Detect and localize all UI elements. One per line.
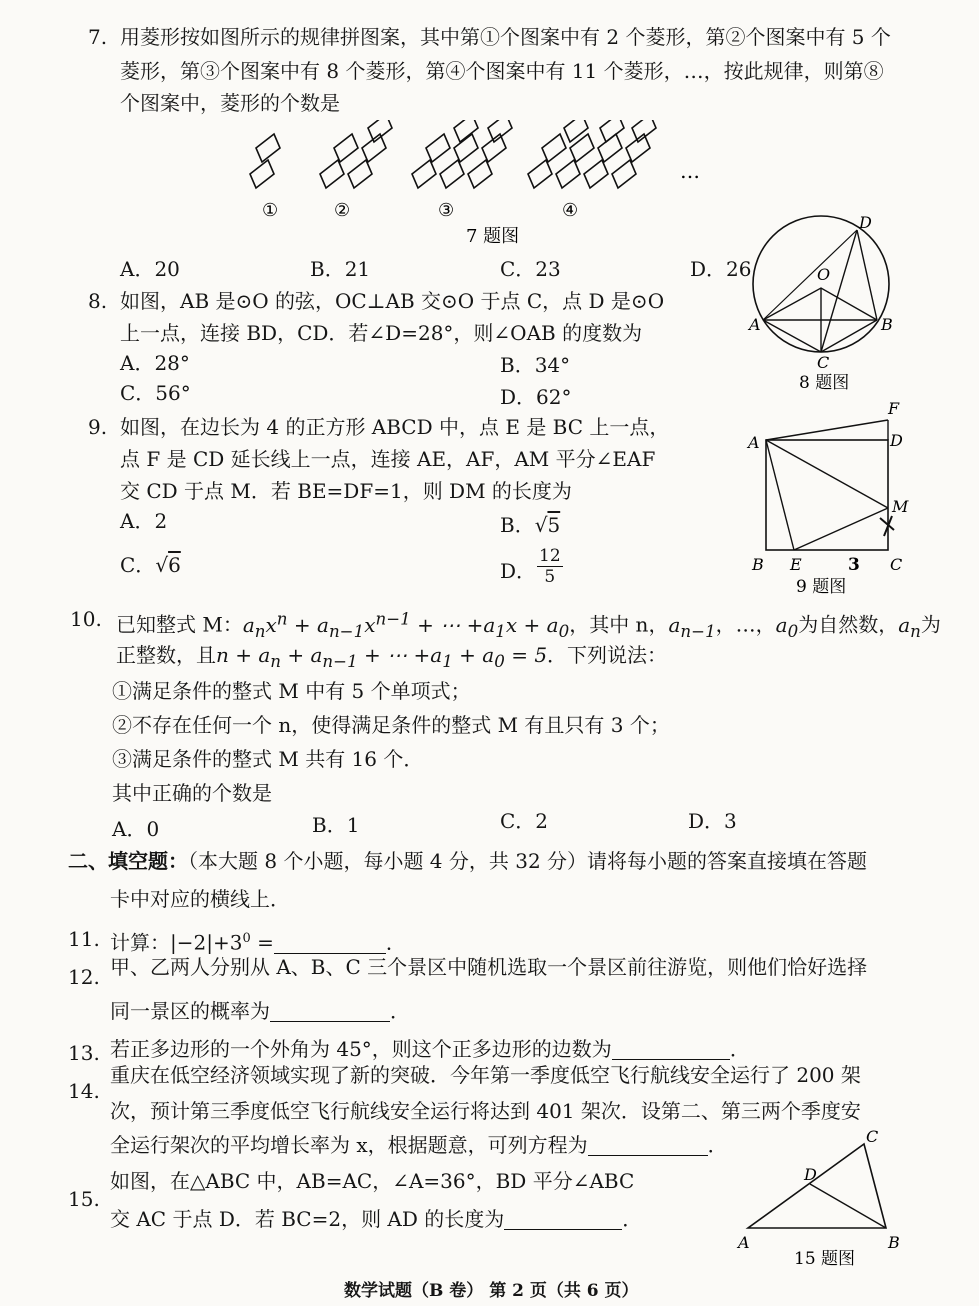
q8-number: 8. xyxy=(88,289,108,313)
segment-ac xyxy=(763,320,821,352)
rhombus xyxy=(348,160,372,188)
rhombus xyxy=(564,120,588,142)
label-b: B xyxy=(888,1233,900,1252)
segment-ae xyxy=(766,440,794,550)
q11-number: 11. xyxy=(68,927,100,951)
q8-line1: 如图，AB 是⊙O 的弦，OC⊥AB 交⊙O 于点 C，点 D 是⊙O xyxy=(120,289,665,313)
q7-option-b: B．21 xyxy=(310,257,371,281)
q11-expression: 计算：|−2|+3 xyxy=(110,930,243,955)
q9-option-d-fraction xyxy=(537,546,563,587)
q8-line2: 上一点，连接 BD，CD．若∠D=28°，则∠OAB 的度数为 xyxy=(120,321,643,345)
square-abcd xyxy=(766,440,888,550)
handwritten-number: 3 xyxy=(848,555,860,575)
label-d: D xyxy=(859,213,872,232)
fraction-numerator: 12 xyxy=(539,546,561,566)
q7-label-4: ④ xyxy=(562,200,579,221)
q7-label-3: ③ xyxy=(438,200,455,221)
q10-statement-1: ①满足条件的整式 M 中有 5 个单项式； xyxy=(112,679,471,703)
q7-label-1: ① xyxy=(262,200,279,221)
q10-line2-a: 正整数，且 xyxy=(116,643,216,667)
q8-option-d: D．62° xyxy=(500,385,572,409)
q10-option-d: D．3 xyxy=(688,809,737,833)
polynomial-m: $a_nx^n + a_{n-1}x^{n-1}$ + ⋯ $+a_1x + a_0$ xyxy=(242,609,570,641)
rhombus xyxy=(584,160,608,188)
label-b: B xyxy=(881,315,893,334)
q10-line2-b: ．下列说法： xyxy=(547,643,668,667)
q12-answer-blank[interactable] xyxy=(270,1001,390,1022)
section-2-instructions: （本大题 8 个小题，每小题 4 分，共 32 分）请将每小题的答案直接填在答题 xyxy=(188,849,868,873)
q8-circle-diagram xyxy=(745,208,905,398)
q15-line2 xyxy=(110,1206,642,1232)
label-d: D xyxy=(804,1165,817,1184)
q15-number: 15. xyxy=(68,1187,100,1211)
q14-answer-blank[interactable] xyxy=(588,1135,708,1156)
q11-end: ． xyxy=(385,930,406,955)
q7-option-d: D．26 xyxy=(690,257,752,281)
q13-text xyxy=(110,1036,750,1062)
q14-line1: 重庆在低空经济领域实现了新的突破．今年第一季度低空飞行航线安全运行了 200 架 xyxy=(110,1063,861,1087)
page-footer: 数学试题（B 卷） 第 2 页（共 6 页） xyxy=(344,1281,639,1301)
label-d: D xyxy=(890,431,903,450)
q10-line1-a: 已知整式 M： xyxy=(116,612,243,637)
label-f: F xyxy=(888,399,900,418)
rhombus xyxy=(632,120,656,142)
q9-square-diagram xyxy=(744,396,914,600)
coef-an1: $a_{n-1}$ xyxy=(668,612,716,641)
segment-bd xyxy=(857,230,877,320)
rhombus xyxy=(256,134,280,162)
q10-option-c: C．2 xyxy=(500,809,549,833)
q14-line3 xyxy=(110,1132,728,1158)
label-a: A xyxy=(738,1233,750,1252)
q11-equals: = xyxy=(250,930,274,955)
rhombus xyxy=(612,160,636,188)
q7-diagram xyxy=(240,120,720,250)
rhombus xyxy=(542,134,566,162)
q8-option-a: A．28° xyxy=(120,351,190,375)
q8-option-b: B．34° xyxy=(500,353,571,377)
rhombus xyxy=(482,134,506,162)
segment-ad xyxy=(763,230,857,320)
label-c: C xyxy=(866,1127,879,1146)
label-a: A xyxy=(749,315,761,334)
q9-line1: 如图，在边长为 4 的正方形 ABCD 中，点 E 是 BC 上一点， xyxy=(120,415,670,439)
q10-line1-c: ，…， xyxy=(715,612,776,637)
q7-line2: 菱形，第③个图案中有 8 个菱形，第④个图案中有 11 个菱形，…，按此规律，则第⑧ xyxy=(120,59,884,83)
fraction-denominator: 5 xyxy=(544,567,556,587)
q9-option-c-radicand: 6 xyxy=(168,553,181,577)
coef-a0: $a_0$ xyxy=(775,612,799,641)
q7-line1: 用菱形按如图所示的规律拼图案，其中第①个图案中有 2 个菱形，第②个图案中有 5 个 xyxy=(120,25,891,49)
q10-line1 xyxy=(116,606,941,645)
rhombus xyxy=(600,120,624,142)
q9-caption: 9 题图 xyxy=(796,577,847,597)
sqrt-symbol: √ xyxy=(155,553,169,577)
q7-option-a: A．20 xyxy=(120,257,180,281)
rhombus xyxy=(320,160,344,188)
label-c: C xyxy=(890,555,903,574)
q15-triangle-diagram xyxy=(734,1124,910,1274)
q11-exponent: 0 xyxy=(242,931,251,946)
q13-end: ． xyxy=(729,1037,750,1061)
q15-end: ． xyxy=(622,1207,643,1231)
segment-bd xyxy=(810,1184,886,1228)
q11-answer-blank[interactable] xyxy=(274,933,386,954)
q7-option-c: C．23 xyxy=(500,257,561,281)
label-e: E xyxy=(790,555,802,574)
q10-line1-e: 为 xyxy=(920,612,941,637)
q7-number: 7. xyxy=(88,25,108,49)
rhombus xyxy=(368,120,392,142)
rhombus xyxy=(250,160,274,188)
coef-an: $a_n$ xyxy=(898,612,921,641)
condition-equation: $n + a_n + a_{n-1}$ + ⋯ $+a_1 + a_0 = 5$ xyxy=(216,643,548,671)
q10-statement-2: ②不存在任何一个 n，使得满足条件的整式 M 有且只有 3 个； xyxy=(112,713,670,737)
q12-line2-text: 同一景区的概率为 xyxy=(110,999,270,1023)
q10-line1-b: ，其中 n， xyxy=(569,612,669,637)
q9-option-c-label: C． xyxy=(120,553,156,577)
rhombus xyxy=(426,134,450,162)
rhombus xyxy=(362,134,386,162)
q7-ellipsis: … xyxy=(680,159,700,183)
q14-line3-text: 全运行架次的平均增长率为 x，根据题意，可列方程为 xyxy=(110,1133,588,1157)
q11-text xyxy=(110,926,406,956)
q10-line1-d: 为自然数， xyxy=(798,612,899,637)
q7-label-2: ② xyxy=(334,200,351,221)
q9-option-b xyxy=(500,512,560,538)
q12-line1: 甲、乙两人分别从 A、B、C 三个景区中随机选取一个景区前往游览，则他们恰好选择 xyxy=(110,955,868,979)
label-o: O xyxy=(817,265,831,284)
q8-option-c: C．56° xyxy=(120,381,191,405)
rhombus xyxy=(468,160,492,188)
label-m: M xyxy=(892,497,909,516)
q9-option-c xyxy=(120,552,181,578)
q15-line1: 如图，在△ABC 中，AB=AC，∠A=36°，BD 平分∠ABC xyxy=(110,1169,635,1193)
label-c: C xyxy=(817,353,830,372)
segment-af xyxy=(766,420,888,440)
handwritten-mark xyxy=(880,516,894,536)
section-2-title: 二、填空题： xyxy=(68,849,188,873)
q9-option-b-radicand: 5 xyxy=(547,513,561,537)
q9-option-b-label: B． xyxy=(500,513,535,537)
rhombus xyxy=(440,160,464,188)
label-a: A xyxy=(748,433,760,452)
q10-statement-3: ③满足条件的整式 M 共有 16 个． xyxy=(112,747,424,771)
q10-option-a: A．0 xyxy=(112,817,160,841)
q9-option-a: A．2 xyxy=(120,509,168,533)
q12-number: 12. xyxy=(68,965,100,989)
q9-option-d-label: D． xyxy=(500,559,537,583)
q15-answer-blank[interactable] xyxy=(504,1209,622,1230)
q10-option-b: B．1 xyxy=(312,813,360,837)
section-2-instructions-2: 卡中对应的横线上． xyxy=(110,887,290,911)
segment-em xyxy=(794,508,888,550)
q10-number: 10. xyxy=(70,607,102,631)
q14-number: 14. xyxy=(68,1079,100,1103)
rhombus xyxy=(488,120,512,142)
q13-number: 13. xyxy=(68,1041,100,1065)
q12-end: ． xyxy=(390,999,410,1023)
segment-am xyxy=(766,440,888,508)
q15-line2-text: 交 AC 于点 D．若 BC=2，则 AD 的长度为 xyxy=(110,1207,505,1231)
rhombus xyxy=(556,160,580,188)
q10-line2 xyxy=(116,642,667,675)
q12-line2 xyxy=(110,998,410,1024)
q7-line3: 个图案中，菱形的个数是 xyxy=(120,91,340,115)
q15-caption: 15 题图 xyxy=(794,1249,856,1269)
sqrt-symbol: √ xyxy=(534,513,548,537)
q10-question: 其中正确的个数是 xyxy=(112,781,272,805)
rhombus xyxy=(528,160,552,188)
rhombus xyxy=(334,134,358,162)
q14-line2: 次，预计第三季度低空飞行航线安全运行将达到 401 架次．设第二、第三两个季度安 xyxy=(110,1099,861,1123)
q9-line3: 交 CD 于点 M．若 BE=DF=1，则 DM 的长度为 xyxy=(120,479,572,503)
section-2-heading xyxy=(68,848,867,874)
q8-caption: 8 题图 xyxy=(799,373,850,393)
label-b: B xyxy=(752,555,764,574)
q9-line2: 点 F 是 CD 延长线上一点，连接 AE，AF，AM 平分∠EAF xyxy=(120,447,656,471)
q14-end: ． xyxy=(707,1133,728,1157)
q9-number: 9. xyxy=(88,415,108,439)
q7-caption: 7 题图 xyxy=(466,226,520,247)
rhombus xyxy=(412,160,436,188)
rhombus xyxy=(626,134,650,162)
q13-answer-blank[interactable] xyxy=(612,1039,730,1060)
rhombus-patterns xyxy=(250,120,656,188)
q13-body: 若正多边形的一个外角为 45°，则这个正多边形的边数为 xyxy=(110,1037,612,1061)
